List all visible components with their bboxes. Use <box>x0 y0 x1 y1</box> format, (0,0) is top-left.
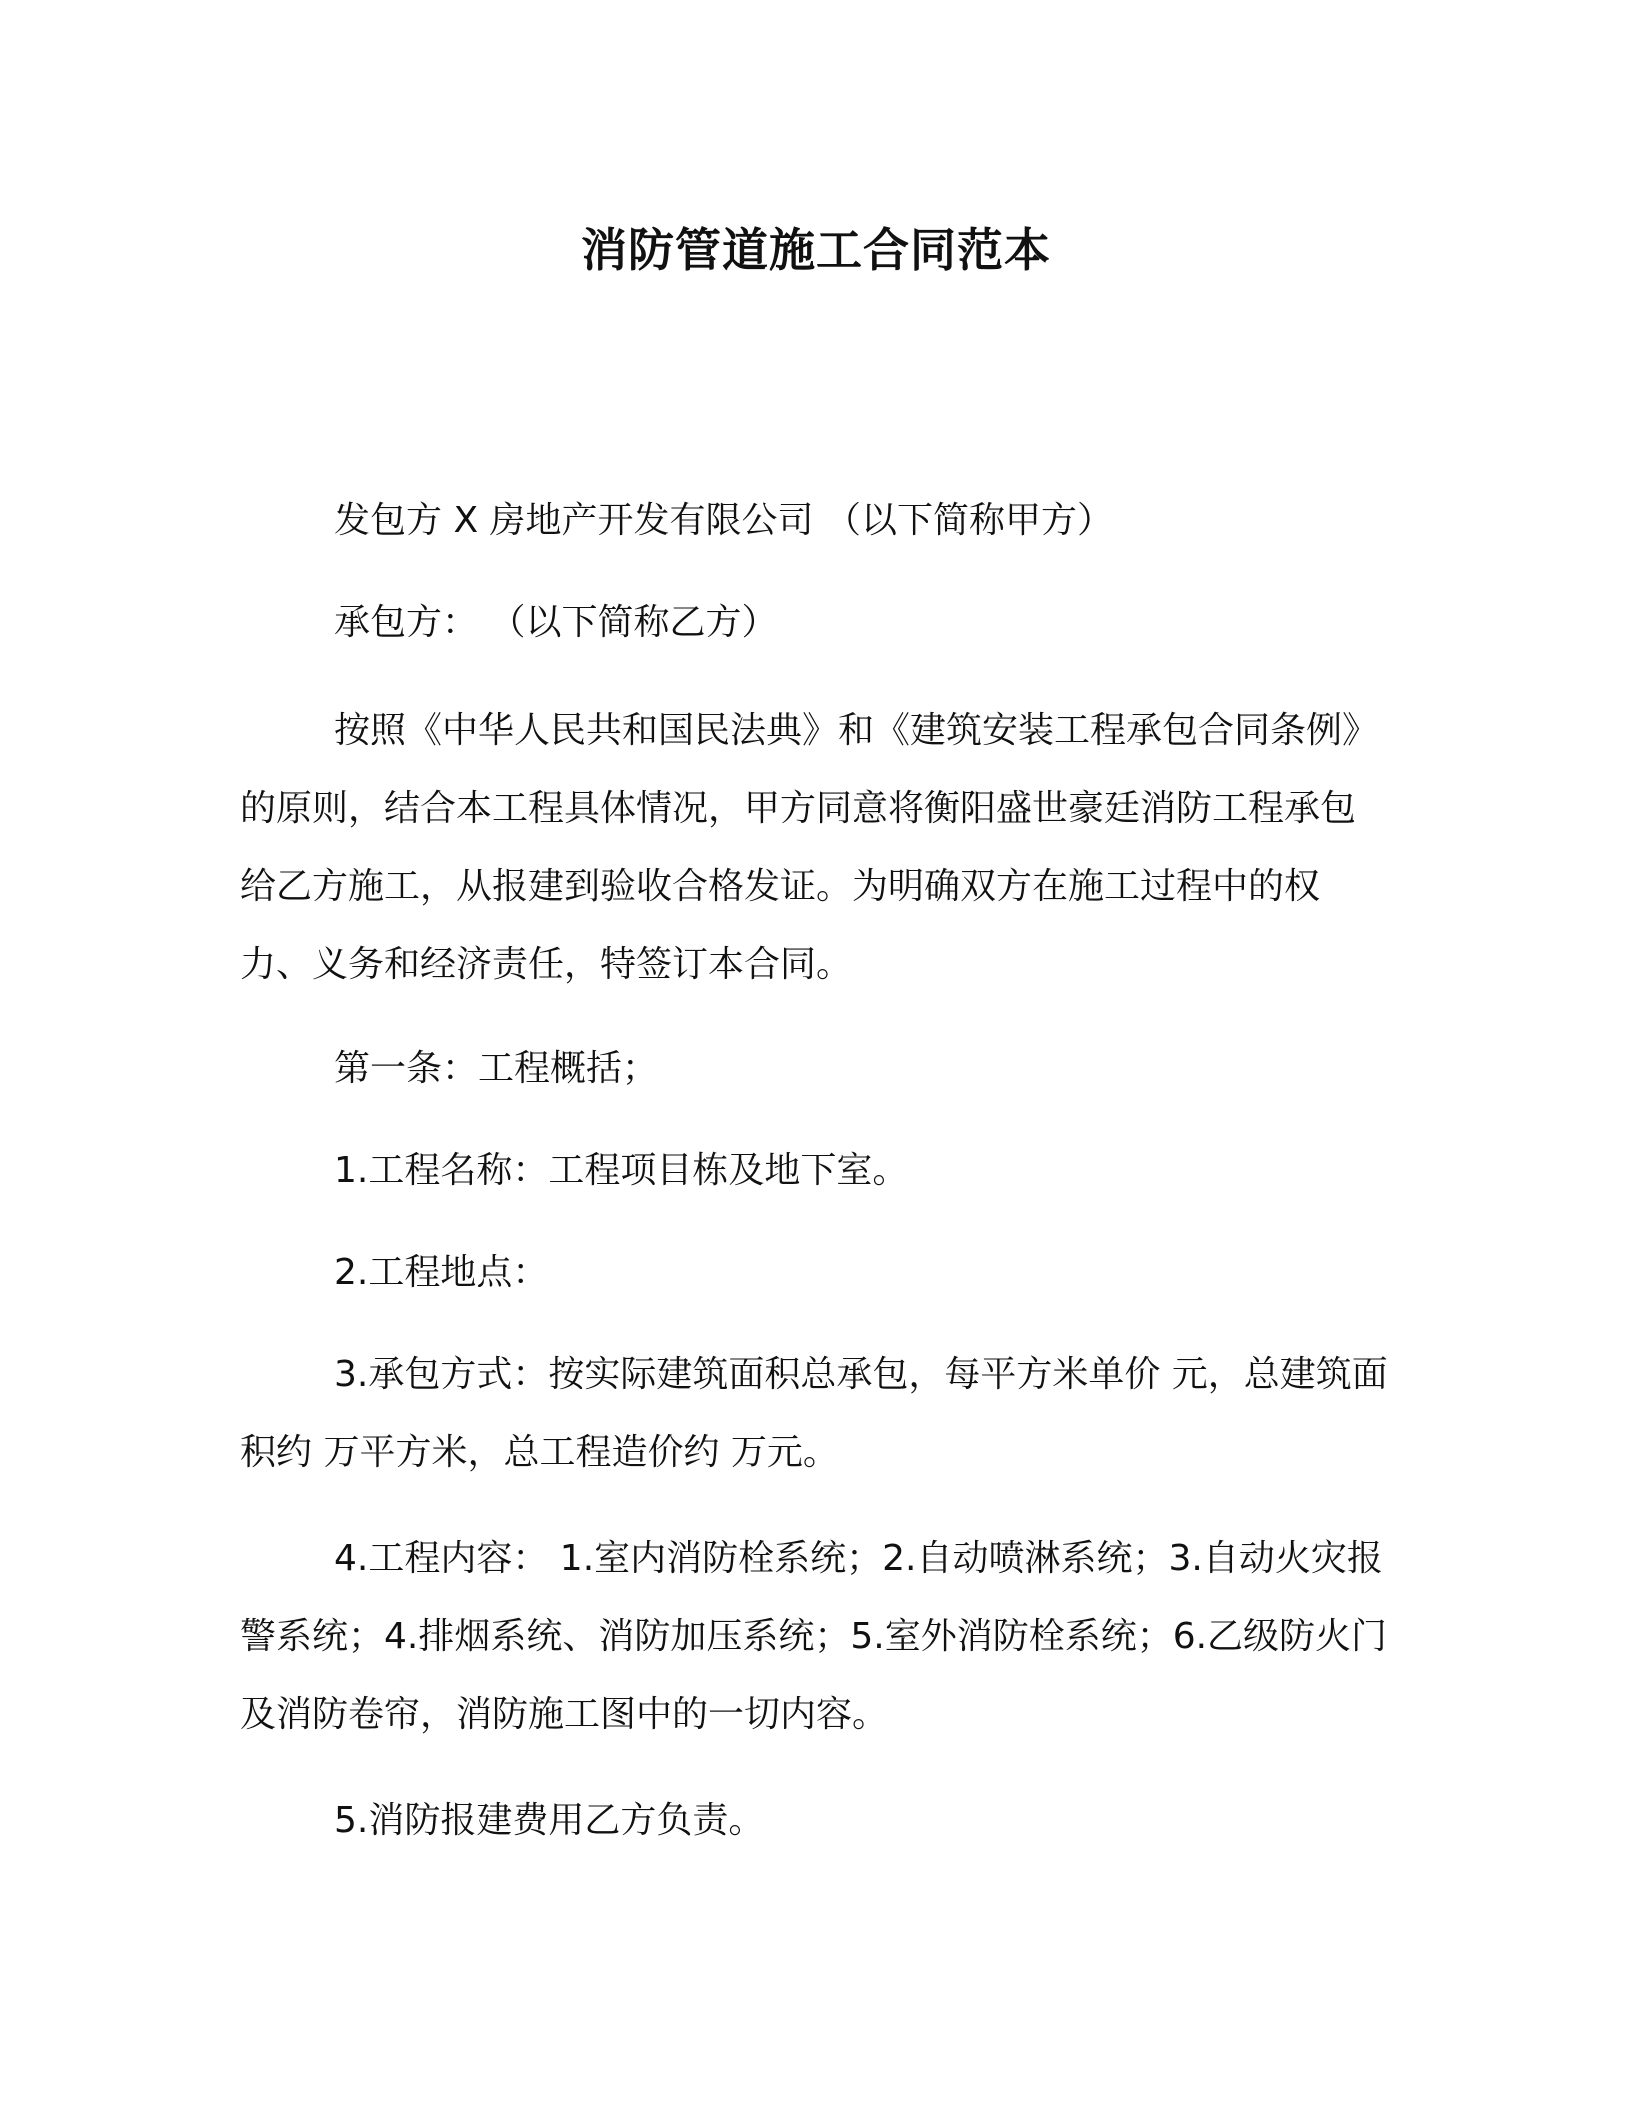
list-item-project-name: 1.工程名称：工程项目栋及地下室。 <box>334 1150 909 1191</box>
list-item-contract-method: 3.承包方式：按实际建筑面积总承包，每平方米单价 元，总建筑面积约 万平方米，总工程造价约 万元。 <box>240 1354 1388 1473</box>
paragraph-contractor-party-a: 发包方 X 房地产开发有限公司 （以下简称甲方） <box>334 500 1113 541</box>
paragraph-contractor-party-b: 承包方： （以下简称乙方） <box>334 602 778 643</box>
paragraph-intro: 按照《中华人民共和国民法典》和《建筑安装工程承包合同条例》的原则，结合本工程具体情况，甲方同意将衡阳盛世豪廷消防工程承包给乙方施工，从报建到验收合格发证。为明确双方在施工过程中的权力、义务和经济责任，特签订本合同。 <box>240 710 1379 985</box>
list-item-fire-filing-fee: 5.消防报建费用乙方负责。 <box>334 1800 765 1841</box>
document-title: 消防管道施工合同范本 <box>581 223 1051 277</box>
article-1-heading: 第一条：工程概括； <box>334 1048 659 1089</box>
list-item-project-content: 4.工程内容： 1.室内消防栓系统；2.自动喷淋系统；3.自动火灾报警系统；4.排烟系统、消防加压系统；5.室外消防栓系统；6.乙级防火门及消防卷帘，消防施工图中的一切内容。 <box>240 1538 1388 1735</box>
list-item-project-location: 2.工程地点： <box>334 1252 549 1293</box>
